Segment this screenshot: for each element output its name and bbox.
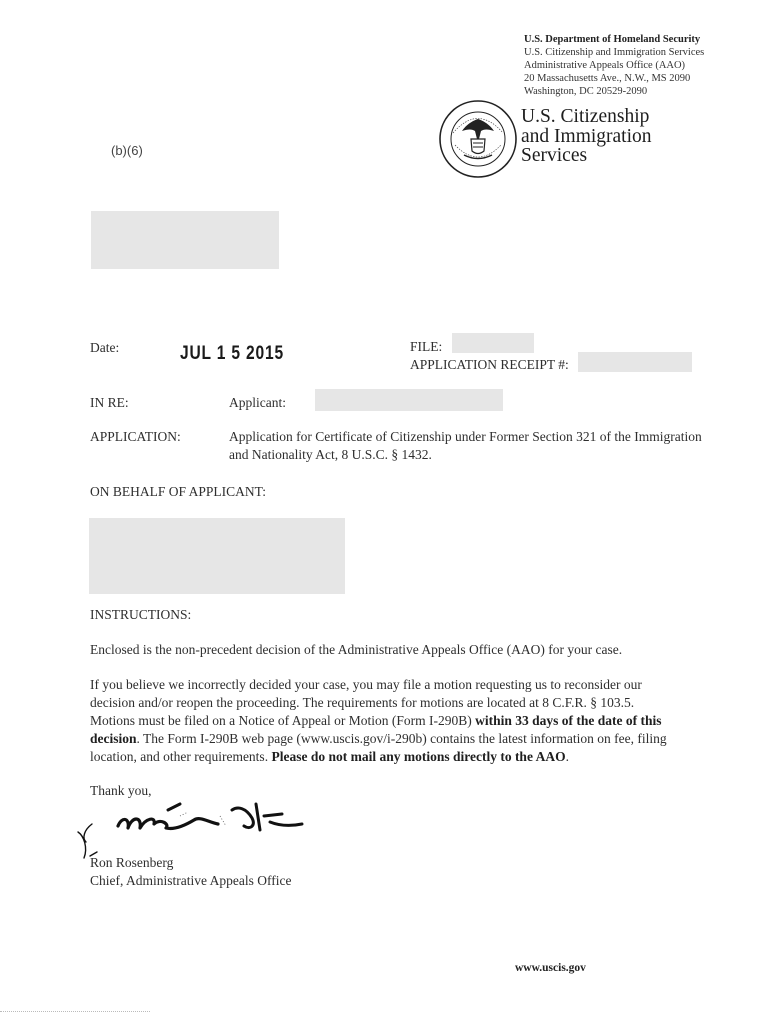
application-description-line1: Application for Certificate of Citizenship under Former Section 321 of the Immigration xyxy=(229,429,702,444)
form-webpage-text: . The Form I-290B web page (www.uscis.gov/i-290b) contains the latest information on fee, filing xyxy=(136,731,667,746)
footer-website: www.uscis.gov xyxy=(515,962,586,974)
redaction-code: (b)(6) xyxy=(111,143,143,158)
redacted-recipient-block xyxy=(91,211,279,269)
date-label: Date: xyxy=(90,340,120,355)
dhs-seal-icon xyxy=(438,99,518,179)
address-line-agency: U.S. Citizenship and Immigration Services xyxy=(524,47,705,58)
date-stamp: JUL 1 5 2015 xyxy=(180,343,284,364)
paragraph-line: If you believe we incorrectly decided your case, you may file a motion requesting us to reconsider our xyxy=(90,677,642,692)
in-re-label: IN RE: xyxy=(90,395,129,410)
receipt-label: APPLICATION RECEIPT #: xyxy=(410,357,569,372)
signer-title: Chief, Administrative Appeals Office xyxy=(90,873,292,888)
redacted-receipt-number xyxy=(578,352,692,372)
instructions-paragraph-2 xyxy=(90,676,704,766)
redacted-file-number xyxy=(452,333,534,353)
address-line-city: Washington, DC 20529-2090 xyxy=(524,86,648,97)
closing-thanks: Thank you, xyxy=(90,783,152,798)
applicant-label: Applicant: xyxy=(229,395,286,410)
redacted-representative-block xyxy=(89,518,345,594)
address-line-street: 20 Massachusetts Ave., N.W., MS 2090 xyxy=(524,73,691,84)
do-not-mail-emphasis: Please do not mail any motions directly to the AAO xyxy=(271,749,566,764)
instructions-paragraph-1: Enclosed is the non-precedent decision of the Administrative Appeals Office (AAO) for your case. xyxy=(90,642,623,657)
letterhead-address xyxy=(524,33,704,98)
address-line-department: U.S. Department of Homeland Security xyxy=(524,34,701,45)
paragraph-line xyxy=(90,712,704,730)
period: . xyxy=(565,749,569,764)
application-description-line2: and Nationality Act, 8 U.S.C. § 1432. xyxy=(229,447,432,462)
agency-name-line: Services xyxy=(521,145,588,166)
application-label: APPLICATION: xyxy=(90,429,181,444)
agency-name-line: and Immigration xyxy=(521,125,652,147)
agency-name-line: U.S. Citizenship xyxy=(521,106,650,127)
agency-name xyxy=(521,107,652,166)
paragraph-line xyxy=(90,730,704,748)
paragraph-line xyxy=(90,748,704,766)
scan-artifact-line xyxy=(0,1011,150,1013)
requirements-text: location, and other requirements. xyxy=(90,749,272,764)
deadline-emphasis: within 33 days of the date of this xyxy=(475,713,662,728)
motion-form-text: Motions must be filed on a Notice of Appeal or Motion (Form I-290B) xyxy=(90,713,476,728)
address-line-office: Administrative Appeals Office (AAO) xyxy=(524,60,686,71)
paragraph-line: decision and/or reopen the proceeding. The requirements for motions are located at 8 C.F.R. § 103.5. xyxy=(90,695,635,710)
deadline-emphasis-end: decision xyxy=(90,731,137,746)
signer-name: Ron Rosenberg xyxy=(90,855,174,870)
redacted-applicant-name xyxy=(315,389,503,411)
on-behalf-label: ON BEHALF OF APPLICANT: xyxy=(90,484,266,499)
file-label: FILE: xyxy=(410,339,443,354)
instructions-heading: INSTRUCTIONS: xyxy=(90,607,192,622)
